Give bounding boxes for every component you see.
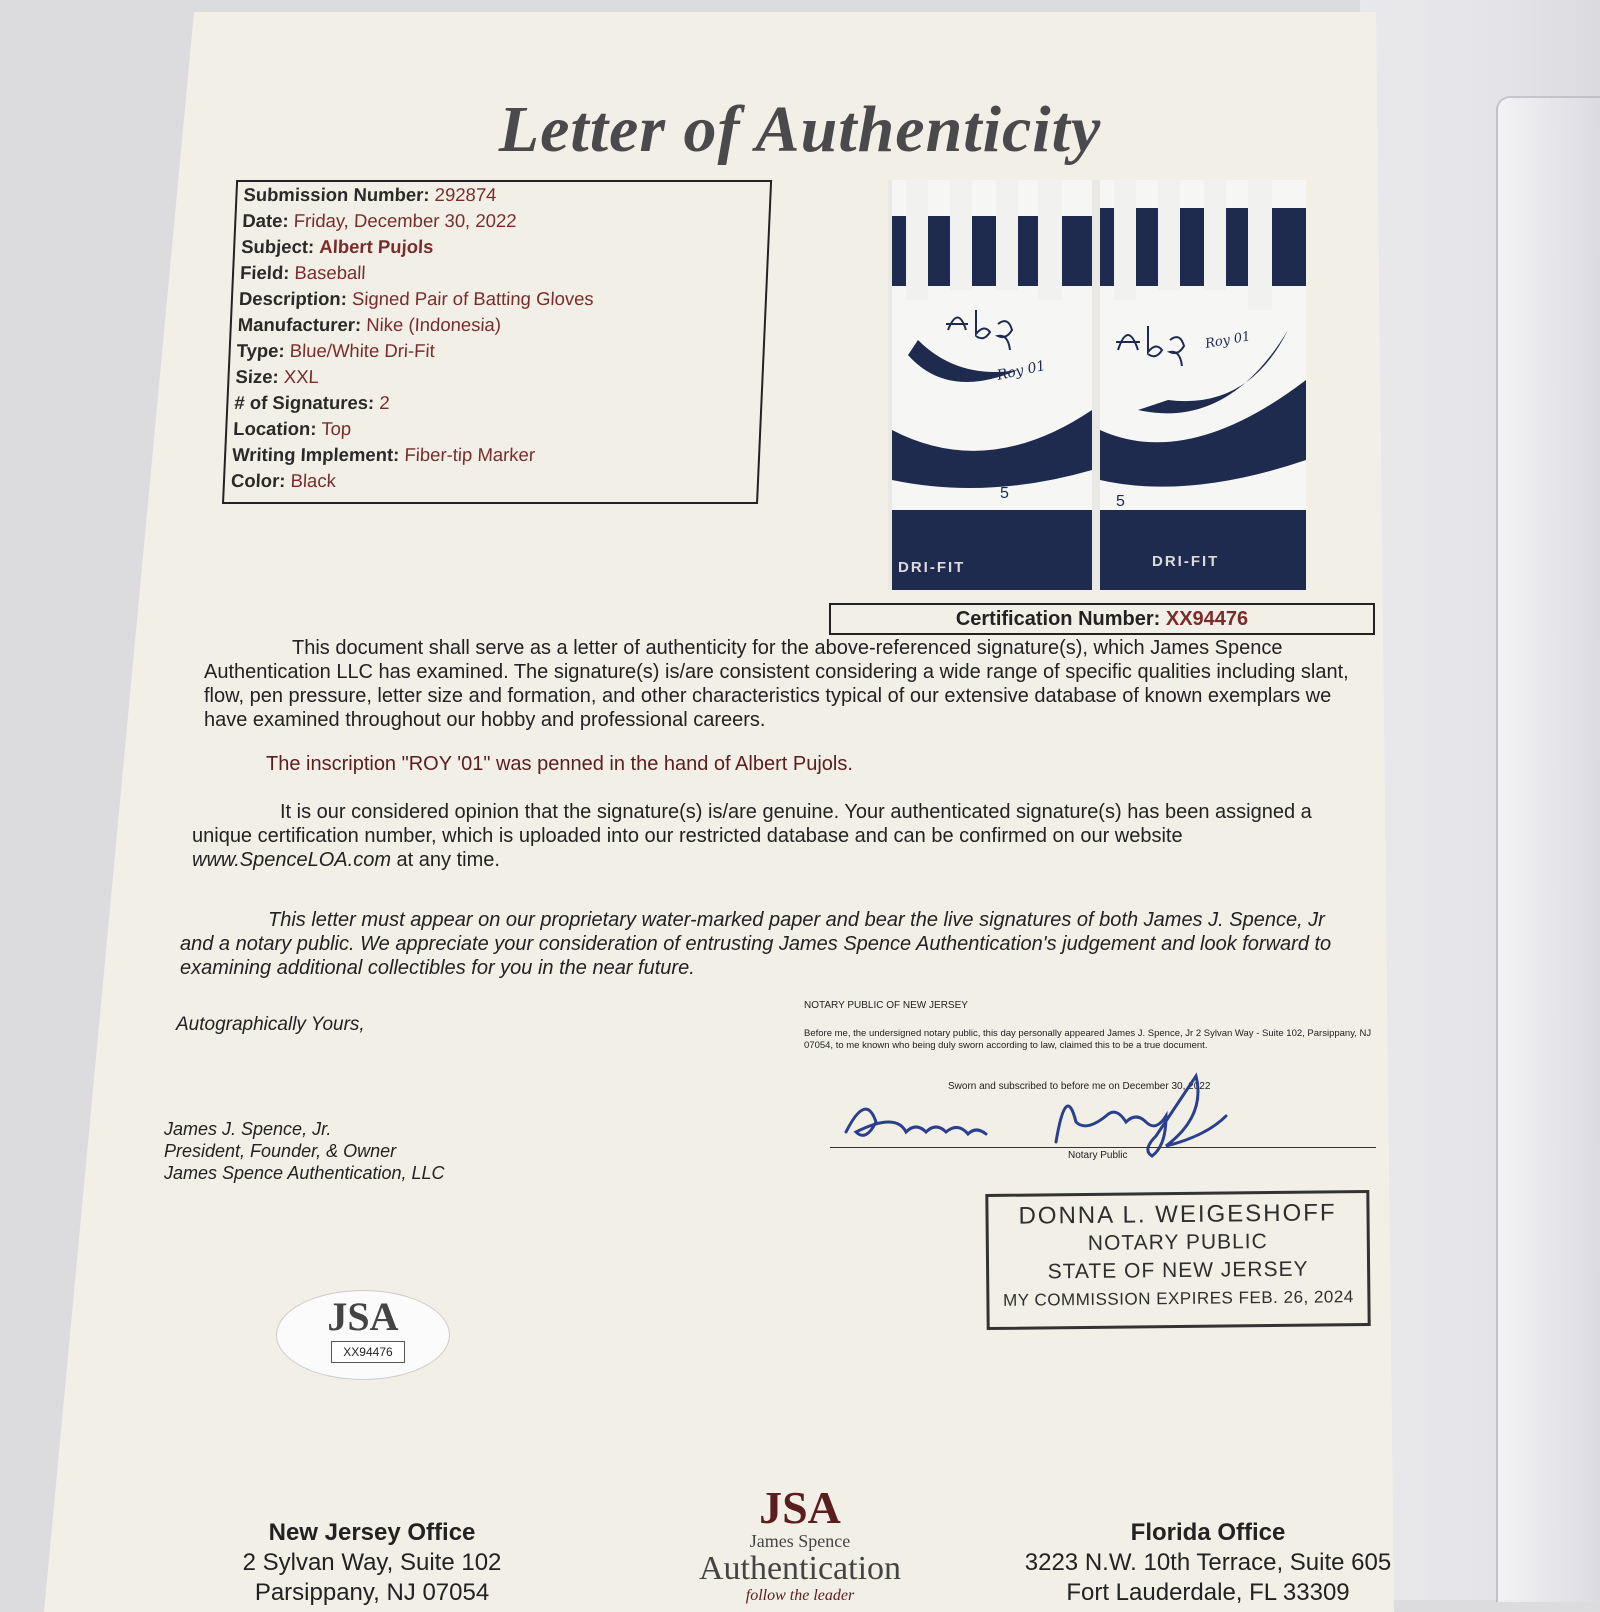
footer-logo-name: James Spence (749, 1531, 851, 1551)
info-row-color: Color: Black (230, 470, 337, 491)
fl-office-line2: Fort Lauderdale, FL 33309 (1066, 1579, 1350, 1606)
batting-gloves-image (888, 180, 1306, 590)
info-row-date: Date: Friday, December 30, 2022 (241, 210, 518, 231)
glove-number-right: 5 (1116, 493, 1125, 510)
info-row-signatures: # of Signatures: 2 (233, 392, 391, 413)
website-link[interactable]: www.SpenceLOA.com (192, 849, 391, 871)
info-row-location: Location: Top (232, 418, 352, 439)
new-jersey-office (222, 1518, 522, 1608)
info-row-type: Type: Blue/White Dri-Fit (236, 340, 436, 361)
stamp-expiry: MY COMMISSION EXPIRES FEB. 26, 2024 (1002, 1287, 1354, 1310)
stamp-state: STATE OF NEW JERSEY (1047, 1257, 1309, 1284)
signer-name: James J. Spence, Jr. (164, 1119, 332, 1139)
stamp-name: DONNA L. WEIGESHOFF (1018, 1199, 1337, 1230)
info-row-manufacturer: Manufacturer: Nike (Indonesia) (237, 314, 502, 335)
nj-office-line2: Parsippany, NJ 07054 (254, 1579, 490, 1606)
paragraph-examination: This document shall serve as a letter of authenticity for the above-referenced signature(s), which James Spence Authentication LLC has examined. The signature(s) is/are consistent considering a wide range of specific qualities including slant, flow, pen pressure, letter size and formation, and other characteristics typical of our extensive database of known exemplars we have examined throughout our hobby and professional careers. (204, 637, 1349, 731)
notary-statement: Before me, the undersigned notary public, this day personally appeared James J. Spence, Jr 2 Sylvan Way - Suite 102, Parsippany, NJ 07054, to me known who being duly sworn according to law, claimed this to be a true document. (804, 1028, 1372, 1051)
gloves-photo (888, 180, 1306, 590)
info-row-field: Field: Baseball (239, 262, 367, 283)
info-row-writing-implement: Writing Implement: Fiber-tip Marker (231, 444, 536, 465)
notary-sworn-line: Sworn and subscribed to before me on December 30, 2022 (948, 1081, 1211, 1092)
inscription-right: Roy 01 (1204, 329, 1252, 352)
stamp-title: NOTARY PUBLIC (1087, 1230, 1268, 1255)
glove-brand-left: DRI-FIT (898, 559, 966, 576)
letter-title: Letter of Authenticity (498, 93, 1102, 166)
signer-block (164, 1118, 445, 1184)
jsa-sticker-number: XX94476 (331, 1341, 405, 1363)
jsa-footer-logo (650, 1482, 950, 1605)
nj-office-line1: 2 Sylvan Way, Suite 102 (242, 1549, 502, 1576)
notary-heading: NOTARY PUBLIC OF NEW JERSEY (804, 1000, 968, 1011)
glove-brand-right: DRI-FIT (1152, 553, 1220, 570)
florida-office (1018, 1518, 1398, 1608)
footer-logo-authentication: Authentication (698, 1550, 902, 1587)
info-row-subject: Subject: Albert Pujols (240, 236, 434, 257)
footer-logo-jsa: JSA (759, 1482, 841, 1533)
certification-number-box: Certification Number: XX94476 (829, 603, 1375, 635)
plastic-sleeve (1496, 96, 1600, 1602)
jsa-sticker-logo: JSA (327, 1294, 399, 1339)
signer-company: James Spence Authentication, LLC (164, 1163, 445, 1183)
nj-office-heading: New Jersey Office (268, 1519, 476, 1546)
info-row-description: Description: Signed Pair of Batting Gloves (238, 288, 595, 309)
notary-signature-line (830, 1147, 1376, 1148)
submission-info-box (222, 180, 772, 504)
glove-number-left: 5 (1000, 485, 1009, 502)
notary-stamp (985, 1190, 1370, 1330)
inscription-left: Roy 01 (995, 358, 1047, 384)
closing-line: Autographically Yours, (176, 1014, 365, 1035)
paragraph-watermark: This letter must appear on our proprietary water-marked paper and bear the live signatures of both James J. Spence, Jr and a notary public. We appreciate your consideration of entrusting James Spence Authentication's judgement and look forward to examining additional collectibles for you in the near future. (180, 909, 1332, 979)
footer-logo-tagline: follow the leader (745, 1587, 855, 1604)
fl-office-line1: 3223 N.W. 10th Terrace, Suite 605 (1024, 1549, 1392, 1576)
info-row-submission: Submission Number: 292874 (243, 184, 497, 205)
notary-public-label: Notary Public (1068, 1150, 1128, 1161)
info-row-size: Size: XXL (235, 366, 320, 387)
jsa-hologram-sticker (276, 1290, 450, 1380)
fl-office-heading: Florida Office (1130, 1519, 1286, 1546)
signer-role: President, Founder, & Owner (164, 1141, 397, 1161)
paragraph-inscription: The inscription "ROY '01" was penned in the hand of Albert Pujols. (266, 753, 853, 775)
paragraph-opinion: It is our considered opinion that the signature(s) is/are genuine. Your authenticated signature(s) has been assigned a unique certification number, which is uploaded into our restricted database and can be confirmed on our website www.SpenceLOA.com at any time. (192, 801, 1312, 871)
